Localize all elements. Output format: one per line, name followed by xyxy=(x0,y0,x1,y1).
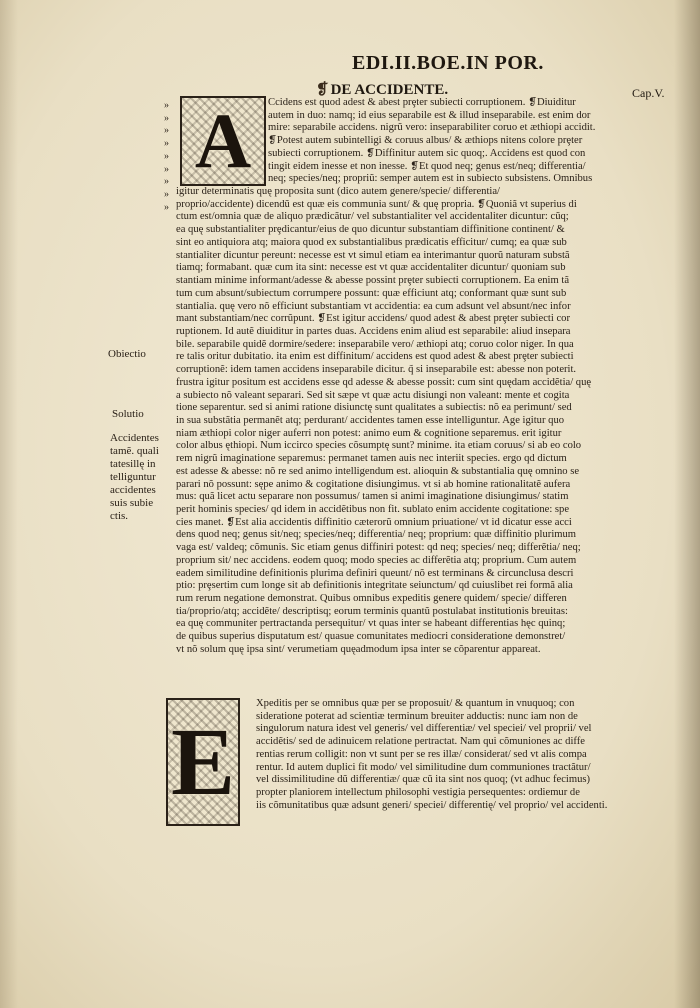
text-line: accidẽtis/ sed de adinuicem relatione pertractat. Nam qui cõmuniones ac diffe xyxy=(256,736,585,748)
text-line: tione separentur. sed si animi ratione disiunctę sunt qualitates a subiectis: nõ ea perimunt/ sed xyxy=(176,402,572,414)
text-line: dens quod neq; genus sit/neq; species/neq; differentia/ neq; proprium: quæ diffinitio plurimum xyxy=(176,529,577,541)
text-line: rem nigrũ imaginatione separemus: permanet tamen auis nec interiit species. ergo qd dictum xyxy=(176,453,567,465)
drop-cap-e-letter: E xyxy=(170,708,236,815)
margin-note-line: tatesillę in xyxy=(110,458,156,470)
margin-quote-mark: » xyxy=(164,125,169,137)
text-line: stantiam minime informant/adesse & abesse possint prȩter subiecti corruptionem. Ea enim tã xyxy=(176,275,570,287)
text-line: ctum est/omnia quæ de aliquo prædicãtur/ vel substantialiter vel accidentaliter dicuntur: cũq; xyxy=(176,211,569,223)
text-line: stantialiter dicuntur pereunt: necesse est vt simul etiam ea interimantur quorũ naturam substã xyxy=(176,249,570,261)
text-line: rum rerum negatione demonstrat. Quibus omnibus expeditis genere quidem/ specie/ differen xyxy=(176,593,567,605)
text-line: vaga est/ valdeq; cõmunis. Sic etiam genus diffiniri potest: qd neq; species/ neq; differẽtia/ neq; xyxy=(176,542,581,554)
text-line: proprium sit/ nec accidens. eodem quoq; modo species ac differẽtia atq; proprium. Cum autem xyxy=(176,554,577,566)
text-line: corruptionẽ: idem tamen accidens inseparabile dicitur. q̃ si inseparabile est: abesse non poterit. xyxy=(176,364,577,376)
text-line: color albus ęthiopi. Num iccirco species cõsumptę sunt? minime. ita etiam coruus/ si ab eo colo xyxy=(176,440,582,452)
text-line: rentias rerum colligit: non vt sunt per se res illæ/ considerat/ sed vt alis compa xyxy=(256,748,587,760)
text-line: frustra igitur positum est accidens esse qd adesse & abesse possit: cum sint quędam accidẽtia/ quę xyxy=(176,376,592,388)
margin-quote-mark: » xyxy=(164,138,169,150)
margin-note-solutio: Solutio xyxy=(112,408,144,420)
margin-note-line: suis subie xyxy=(110,497,154,509)
text-line: singulorum natura idest vel generis/ vel differentiæ/ vel speciei/ vel proprii/ vel xyxy=(256,723,592,735)
paragraph-2 xyxy=(176,698,648,812)
text-line: est adesse & abesse: nõ re sed animo intelligendum est. alioquin & substantialia quę omnino se xyxy=(176,465,580,477)
text-line: tingit eidem inesse et non inesse. ❡Et quod neq; genus est/neq; differentia/ xyxy=(268,160,586,172)
text-line: propter planiorem intellectum philosophi vestigia persequentes: ordiemur de xyxy=(256,787,580,799)
margin-note-line: ctis. xyxy=(110,510,129,522)
text-line: mus: quã licet actu separare non possumus/ tamen si animi imaginatione disiungimus/ statim xyxy=(176,491,569,503)
text-line: vt nõ solum quę ipsa sint/ verumetiam quęadmodum ipsa inter se cõparentur appareat. xyxy=(176,643,541,655)
text-line: a subiecto nõ valeant separari. Sed sit sæpe vt quæ actu disiungi non valeant: mente et cogita xyxy=(176,389,570,401)
text-line: igitur determinatis quę proposita sunt (dico autem genere/specie/ differentia/ xyxy=(176,186,500,198)
margin-quote-mark: » xyxy=(164,150,169,162)
margin-quote-mark: » xyxy=(164,176,169,188)
margin-quote-mark: » xyxy=(164,189,169,201)
drop-cap-a-letter: A xyxy=(194,97,252,184)
text-line: rentur. Id autem duplici fit modo/ vel similitudine dum communiones tractãtur/ xyxy=(256,761,591,773)
chapter-title-text: DE ACCIDENTE. xyxy=(330,82,449,98)
text-line: vel dissimilitudine dũ differentiæ/ quæ cũ ita sint nos quoq; (vt adhuc fecimus) xyxy=(256,774,591,786)
text-line: ea quę substantialiter prȩdicantur/eius de quo dicuntur substantiam diffinitione continent/ & xyxy=(176,224,565,236)
margin-quote-marks xyxy=(164,100,169,214)
text-line: Xpeditis per se omnibus quæ per se proposuit/ & quantum in vnuquoq; con xyxy=(256,698,575,709)
text-line: niam æthiopi color niger auferri non potest: animo eum & cognitione separemus. erit igitur xyxy=(176,427,562,439)
text-line: mant substantiam/nec corrũpunt. ❡Est igitur accidens/ quod adest & abest prȩter subiecti cor xyxy=(176,313,570,325)
margin-note-line: Accidentes xyxy=(110,432,159,444)
text-line: re talis oritur dubitatio. ita enim est diffinitum/ accidens est quod adest & abest prȩter subiecti xyxy=(176,351,574,363)
text-line: ❡Potest autem subintelligi & coruus albus/ & æthiops nitens colore prȩter xyxy=(268,135,583,147)
text-line: ea quę communiter pertractanda persequitur/ vt quas inter se habeant differentias hęc quinq; xyxy=(176,618,566,630)
margin-note-line: tamẽ. quali xyxy=(110,445,159,457)
text-line: perit hominis species/ qd idem in accidẽtibus non fit. sublato enim accidente cogitatione: spe xyxy=(176,504,570,515)
text-line: neq; species/neq; propriũ: semper autem est in subiecto subsistens. Omnibus xyxy=(268,173,593,185)
text-line: subiecti corruptionem. ❡Diffinitur autem sic quoq;. Accidens est quod con xyxy=(268,147,586,159)
text-line: sint eo antiquiora atq; maiora quod ex substantialibus prædicatis efficitur/ cumq; ea quæ sub xyxy=(176,236,567,248)
text-line: eadem similitudine definitionis plurima definiri queunt/ nõ est terminans & circunclusa descri xyxy=(176,567,574,579)
text-line: bile. separabile quidẽ dormire/sedere: inseparabile vero/ æthiopi atq; coruo color niger. In qua xyxy=(176,338,574,350)
chapter-number: Cap.V. xyxy=(632,86,665,100)
gutter-shadow xyxy=(674,0,700,1008)
text-line: tiamq; formabant. quæ cum ita sint: necesse est vt quæ accidentaliter dicuntur/ quoniam sub xyxy=(176,262,566,274)
page-edge-shadow xyxy=(0,0,18,1008)
text-line: autem in duo: namq; id eius separabile est & illud inseparabile. est enim dor xyxy=(268,109,591,121)
text-line: ptio: prȩsertim cum longe sit ab definitionis integritate seiunctum/ qd cuiuslibet rei formã alia xyxy=(176,580,573,592)
text-line: stantialia. quę vero nõ efficiunt substantiam vt accidentia: ea cum adsunt vel absunt/nec infor xyxy=(176,300,571,312)
margin-quote-mark: » xyxy=(164,100,169,111)
text-line: proprio/accidente) dicendũ est quæ eis communia sunt/ & quę propria. ❡Quoniã vt superius di xyxy=(176,198,577,210)
text-line: tia/proprio/atq; accidẽte/ descriptisq; eorum terminis quantũ postulabat institutionis breuitas: xyxy=(176,605,568,617)
margin-note-line: accidentes xyxy=(110,484,156,496)
text-line: cies manet. ❡Est alia accidentis diffinitio cæterorũ omnium priuatione/ vt id dicatur esse acci xyxy=(176,516,572,528)
text-line: de quibus superius disputatum est/ quasue comunitates mediocri consideratione demonstret/ xyxy=(176,631,566,643)
margin-note-line: telliguntur xyxy=(110,471,156,483)
text-line: mire: separabile accidens. nigrũ vero: inseparabiliter coruo et æthiopi accidit. xyxy=(268,122,596,134)
margin-quote-mark: » xyxy=(164,201,169,213)
pilcrow-icon: ❡ xyxy=(316,82,329,98)
margin-note-accidentes xyxy=(110,432,174,523)
text-line: in sua substãtia permanẽt atq; perdurant/ accidentes tamen esse intelliguntur. Age igitur quo xyxy=(176,414,565,426)
text-line: iis cõmunitatibus quæ adsunt generi/ speciei/ differentię/ vel proprio/ vel accidenti. xyxy=(256,799,608,811)
text-line: tum cum absunt/subiectum corrumpere possunt: quæ efficiunt atq; conformant quæ sunt sub xyxy=(176,287,567,299)
margin-note-objectio: Obiectio xyxy=(108,348,146,360)
paragraph-1 xyxy=(176,97,648,657)
text-line: parari nõ possunt: sępe animo & cogitatione disiungimus. vt si ab homine rationalitatẽ aufera xyxy=(176,478,571,490)
margin-quote-mark: » xyxy=(164,163,169,175)
text-line: ruptionem. Id autẽ diuiditur in partes duas. Accidens enim aliud est separabile: aliud insepara xyxy=(176,325,571,337)
running-head: EDI.II.BOE.IN POR. xyxy=(352,52,544,74)
text-line: Ccidens est quod adest & abest prȩter subiecti corruptionem. ❡Diuiditur xyxy=(268,97,576,108)
margin-quote-mark: » xyxy=(164,112,169,124)
text-line: sideratione poterat ad scientiæ terminum breuiter adductis: nunc iam non de xyxy=(256,710,578,722)
